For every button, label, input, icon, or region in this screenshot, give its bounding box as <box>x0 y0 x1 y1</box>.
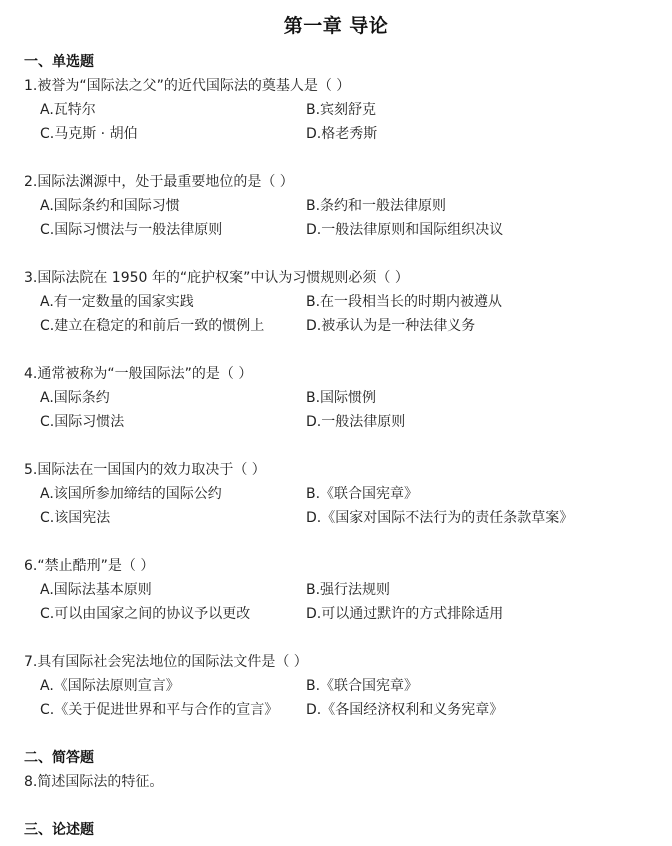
question-5-option-a: A.该国所参加缔结的国际公约 <box>40 486 222 502</box>
question-1-option-b: B.宾刻舒克 <box>306 102 377 118</box>
question-7-option-b: B.《联合国宪章》 <box>306 678 419 694</box>
question-3-stem: 3.国际法院在 1950 年的“庇护权案”中认为习惯规则必须（ ） <box>24 270 409 286</box>
question-2-option-c: C.国际习惯法与一般法律原则 <box>40 222 223 238</box>
question-2-option-d: D.一般法律原则和国际组织决议 <box>306 222 504 238</box>
question-4-stem: 4.通常被称为“一般国际法”的是（ ） <box>24 366 253 382</box>
question-7-option-c: C.《关于促进世界和平与合作的宣言》 <box>40 702 279 718</box>
question-1-option-d: D.格老秀斯 <box>306 126 378 142</box>
question-6-stem: 6.“禁止酷刑”是（ ） <box>24 558 155 574</box>
question-4-option-c: C.国际习惯法 <box>40 414 125 430</box>
question-3-option-b: B.在一段相当长的时期内被遵从 <box>306 294 503 310</box>
question-3-option-d: D.被承认为是一种法律义务 <box>306 318 476 334</box>
question-6-option-c: C.可以由国家之间的协议予以更改 <box>40 606 251 622</box>
question-2-stem: 2.国际法渊源中，处于最重要地位的是（ ） <box>24 174 294 190</box>
question-2-option-b: B.条约和一般法律原则 <box>306 198 447 214</box>
question-5-option-b: B.《联合国宪章》 <box>306 486 419 502</box>
question-5-stem: 5.国际法在一国国内的效力取决于（ ） <box>24 462 266 478</box>
question-7-stem: 7.具有国际社会宪法地位的国际法文件是（ ） <box>24 654 308 670</box>
question-6-option-b: B.强行法规则 <box>306 582 391 598</box>
section-heading-essay: 三、论述题 <box>24 822 94 838</box>
section-heading-single-choice: 一、单选题 <box>24 54 94 70</box>
question-3-option-a: A.有一定数量的国家实践 <box>40 294 194 310</box>
question-7-option-a: A.《国际法原则宣言》 <box>40 678 180 694</box>
question-5-option-d: D.《国家对国际不法行为的责任条款草案》 <box>306 510 574 526</box>
question-2-option-a: A.国际条约和国际习惯 <box>40 198 180 214</box>
question-4-option-a: A.国际条约 <box>40 390 110 406</box>
question-1-option-a: A.瓦特尔 <box>40 102 96 118</box>
question-3-option-c: C.建立在稳定的和前后一致的惯例上 <box>40 318 265 334</box>
question-6-option-a: A.国际法基本原则 <box>40 582 152 598</box>
question-1-stem: 1.被誉为“国际法之父”的近代国际法的奠基人是（ ） <box>24 78 351 94</box>
question-4-option-d: D.一般法律原则 <box>306 414 406 430</box>
question-4-option-b: B.国际惯例 <box>306 390 377 406</box>
question-5-option-c: C.该国宪法 <box>40 510 111 526</box>
section-heading-short-answer: 二、简答题 <box>24 750 94 766</box>
question-8-stem: 8.简述国际法的特征。 <box>24 774 164 790</box>
question-1-option-c: C.马克斯 · 胡伯 <box>40 126 138 142</box>
question-6-option-d: D.可以通过默许的方式排除适用 <box>306 606 504 622</box>
chapter-title: 第一章 导论 <box>283 15 389 37</box>
question-7-option-d: D.《各国经济权利和义务宪章》 <box>306 702 504 718</box>
